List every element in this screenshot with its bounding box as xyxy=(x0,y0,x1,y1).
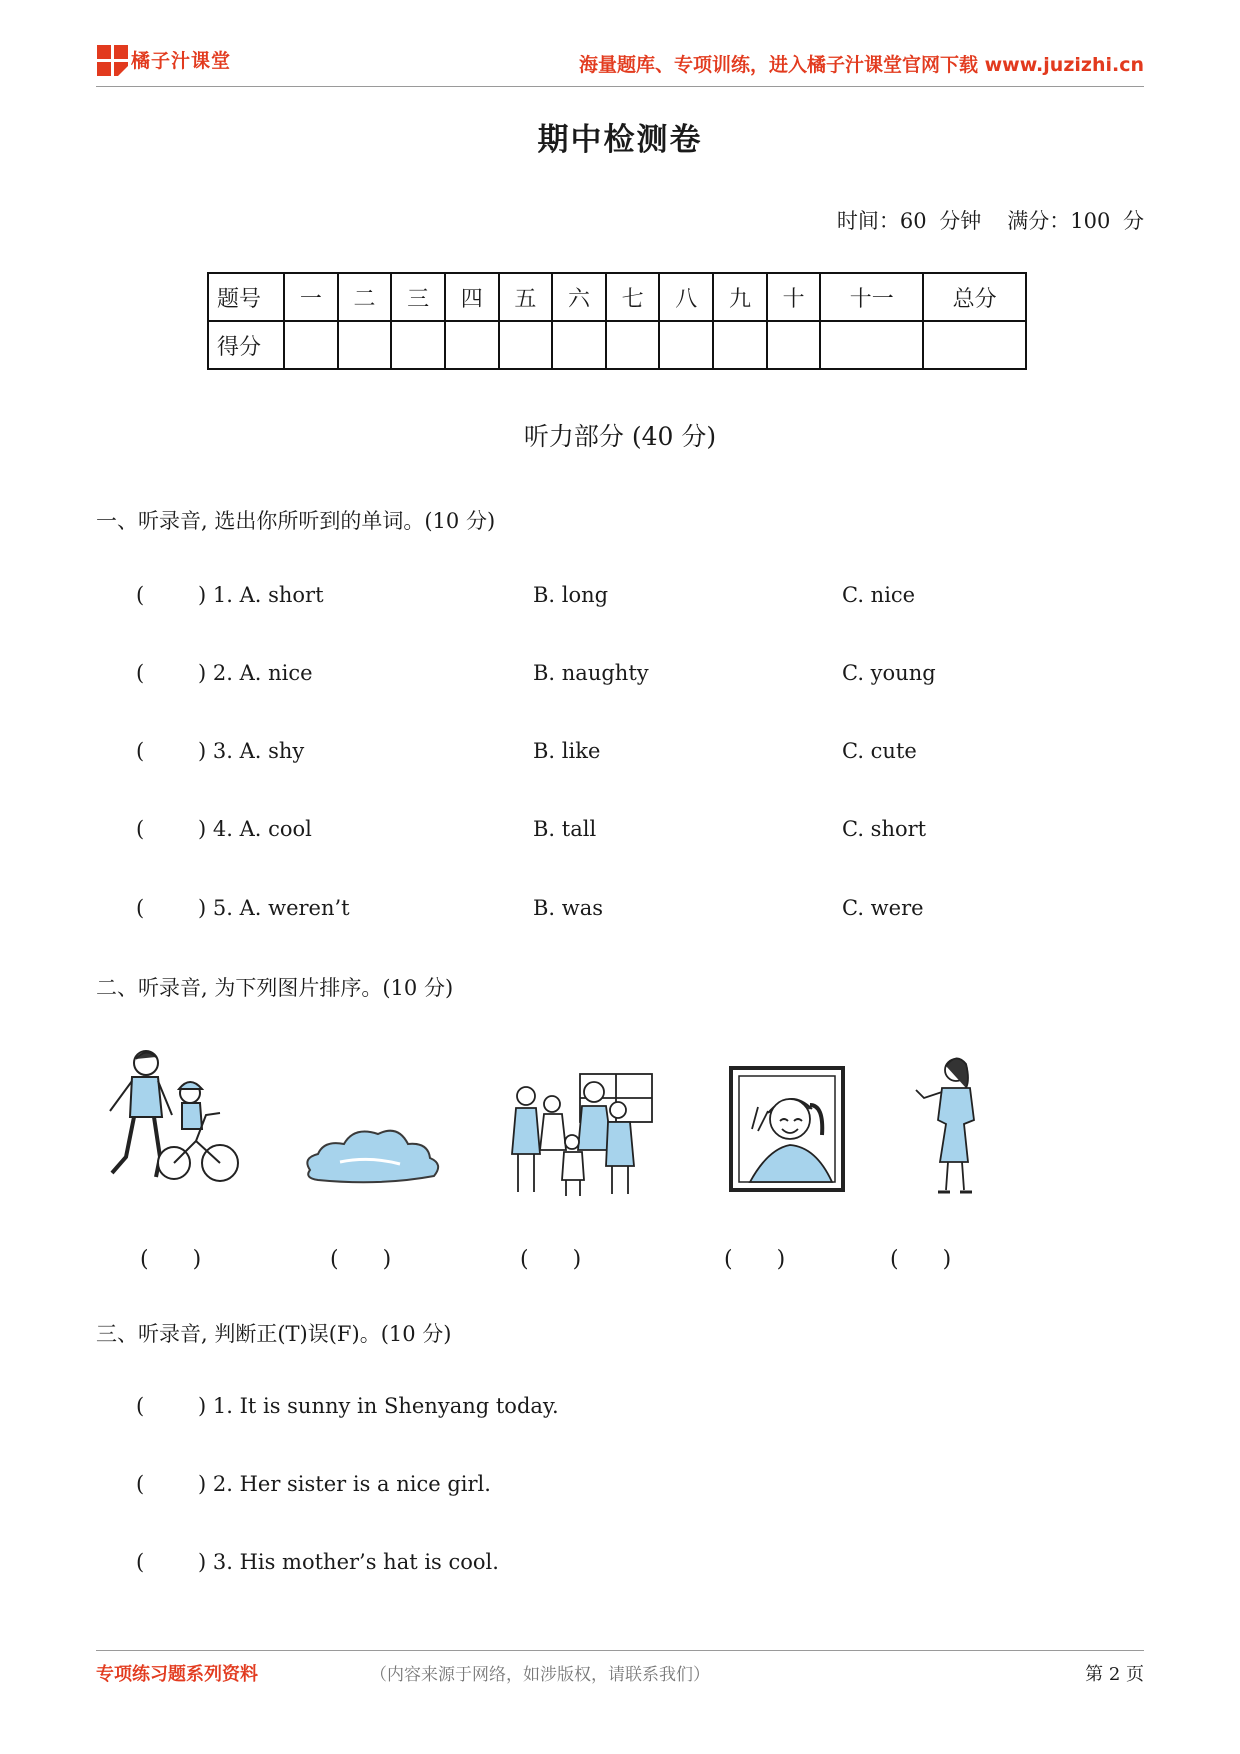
footer-divider xyxy=(96,1650,1144,1651)
family-group-illustration xyxy=(508,1070,658,1200)
score-col-2: 二 xyxy=(338,273,392,321)
q2-answer-bracket-2[interactable]: ( ) xyxy=(330,1247,392,1272)
page-title: 期中检测卷 xyxy=(537,122,703,158)
q1-item-1-option-c: C. nice xyxy=(842,583,916,607)
score-cell[interactable] xyxy=(552,321,606,369)
question-1-heading: 一、听录音, 选出你所听到的单词。(10 分) xyxy=(96,509,496,533)
q1-item-5: ( ) 5. A. weren’t xyxy=(136,896,350,920)
score-col-3: 三 xyxy=(391,273,445,321)
score-col-total: 总分 xyxy=(923,273,1026,321)
q1-item-1: ( ) 1. A. short xyxy=(136,583,324,607)
brand-name: 橘子汁课堂 xyxy=(131,50,232,72)
score-col-4: 四 xyxy=(445,273,499,321)
score-table-score-row xyxy=(208,321,1026,369)
score-table xyxy=(207,272,1027,370)
woman-standing-illustration xyxy=(912,1050,992,1198)
score-cell[interactable] xyxy=(923,321,1026,369)
header-divider xyxy=(96,86,1144,87)
score-col-8: 八 xyxy=(659,273,713,321)
score-col-1: 一 xyxy=(284,273,338,321)
score-col-5: 五 xyxy=(499,273,553,321)
score-col-10: 十 xyxy=(767,273,821,321)
q3-item-2: ( ) 2. Her sister is a nice girl. xyxy=(136,1472,491,1496)
score-cell[interactable] xyxy=(713,321,767,369)
question-3-heading: 三、听录音, 判断正(T)误(F)。(10 分) xyxy=(96,1322,452,1346)
score-cell[interactable] xyxy=(606,321,660,369)
girl-in-window-illustration xyxy=(728,1065,846,1193)
score-cell[interactable] xyxy=(767,321,821,369)
cloud-illustration xyxy=(300,1120,445,1190)
q2-answer-bracket-5[interactable]: ( ) xyxy=(890,1247,952,1272)
q1-item-2: ( ) 2. A. nice xyxy=(136,661,313,685)
score-table-header-row xyxy=(208,273,1026,321)
q2-answer-bracket-1[interactable]: ( ) xyxy=(140,1247,202,1272)
score-col-11: 十一 xyxy=(820,273,923,321)
question-2-heading: 二、听录音, 为下列图片排序。(10 分) xyxy=(96,976,454,1000)
q1-item-4: ( ) 4. A. cool xyxy=(136,817,312,841)
q1-item-5-option-b: B. was xyxy=(533,896,604,920)
q1-item-3-option-b: B. like xyxy=(533,739,601,763)
score-cell[interactable] xyxy=(820,321,923,369)
exam-time: 时间：60 分钟 xyxy=(836,209,982,233)
q1-item-5-option-c: C. were xyxy=(842,896,924,920)
q1-item-2-option-c: C. young xyxy=(842,661,936,685)
footer-series-label: 专项练习题系列资料 xyxy=(96,1664,258,1685)
header-slogan: 海量题库、专项训练，进入橘子汁课堂官网下载 www.juzizhi.cn xyxy=(579,54,1144,76)
father-and-child-bike-illustration xyxy=(96,1045,246,1195)
q1-item-4-option-b: B. tall xyxy=(533,817,597,841)
score-col-6: 六 xyxy=(552,273,606,321)
score-cell[interactable] xyxy=(284,321,338,369)
score-cell[interactable] xyxy=(338,321,392,369)
q1-item-3-option-c: C. cute xyxy=(842,739,917,763)
score-table-row-head: 题号 xyxy=(208,273,284,321)
footer-copyright-note: （内容来源于网络，如涉版权，请联系我们） xyxy=(370,1665,710,1685)
score-cell[interactable] xyxy=(499,321,553,369)
q3-item-3: ( ) 3. His mother’s hat is cool. xyxy=(136,1550,499,1574)
q1-item-1-option-b: B. long xyxy=(533,583,609,607)
exam-time-info xyxy=(837,205,1144,235)
score-table-row-head: 得分 xyxy=(208,321,284,369)
score-cell[interactable] xyxy=(445,321,499,369)
page-number: 第 2 页 xyxy=(1085,1664,1144,1685)
q2-answer-bracket-4[interactable]: ( ) xyxy=(724,1247,786,1272)
section-heading-listening: 听力部分 (40 分) xyxy=(523,422,717,451)
q1-item-4-option-c: C. short xyxy=(842,817,927,841)
q1-item-2-option-b: B. naughty xyxy=(533,661,649,685)
exam-full-score: 满分：100 分 xyxy=(1007,209,1144,233)
brand-logo-icon xyxy=(96,44,130,78)
score-cell[interactable] xyxy=(659,321,713,369)
q1-item-3: ( ) 3. A. shy xyxy=(136,739,305,763)
score-col-7: 七 xyxy=(606,273,660,321)
score-cell[interactable] xyxy=(391,321,445,369)
q3-item-1: ( ) 1. It is sunny in Shenyang today. xyxy=(136,1394,559,1418)
q2-answer-bracket-3[interactable]: ( ) xyxy=(520,1247,582,1272)
score-col-9: 九 xyxy=(713,273,767,321)
